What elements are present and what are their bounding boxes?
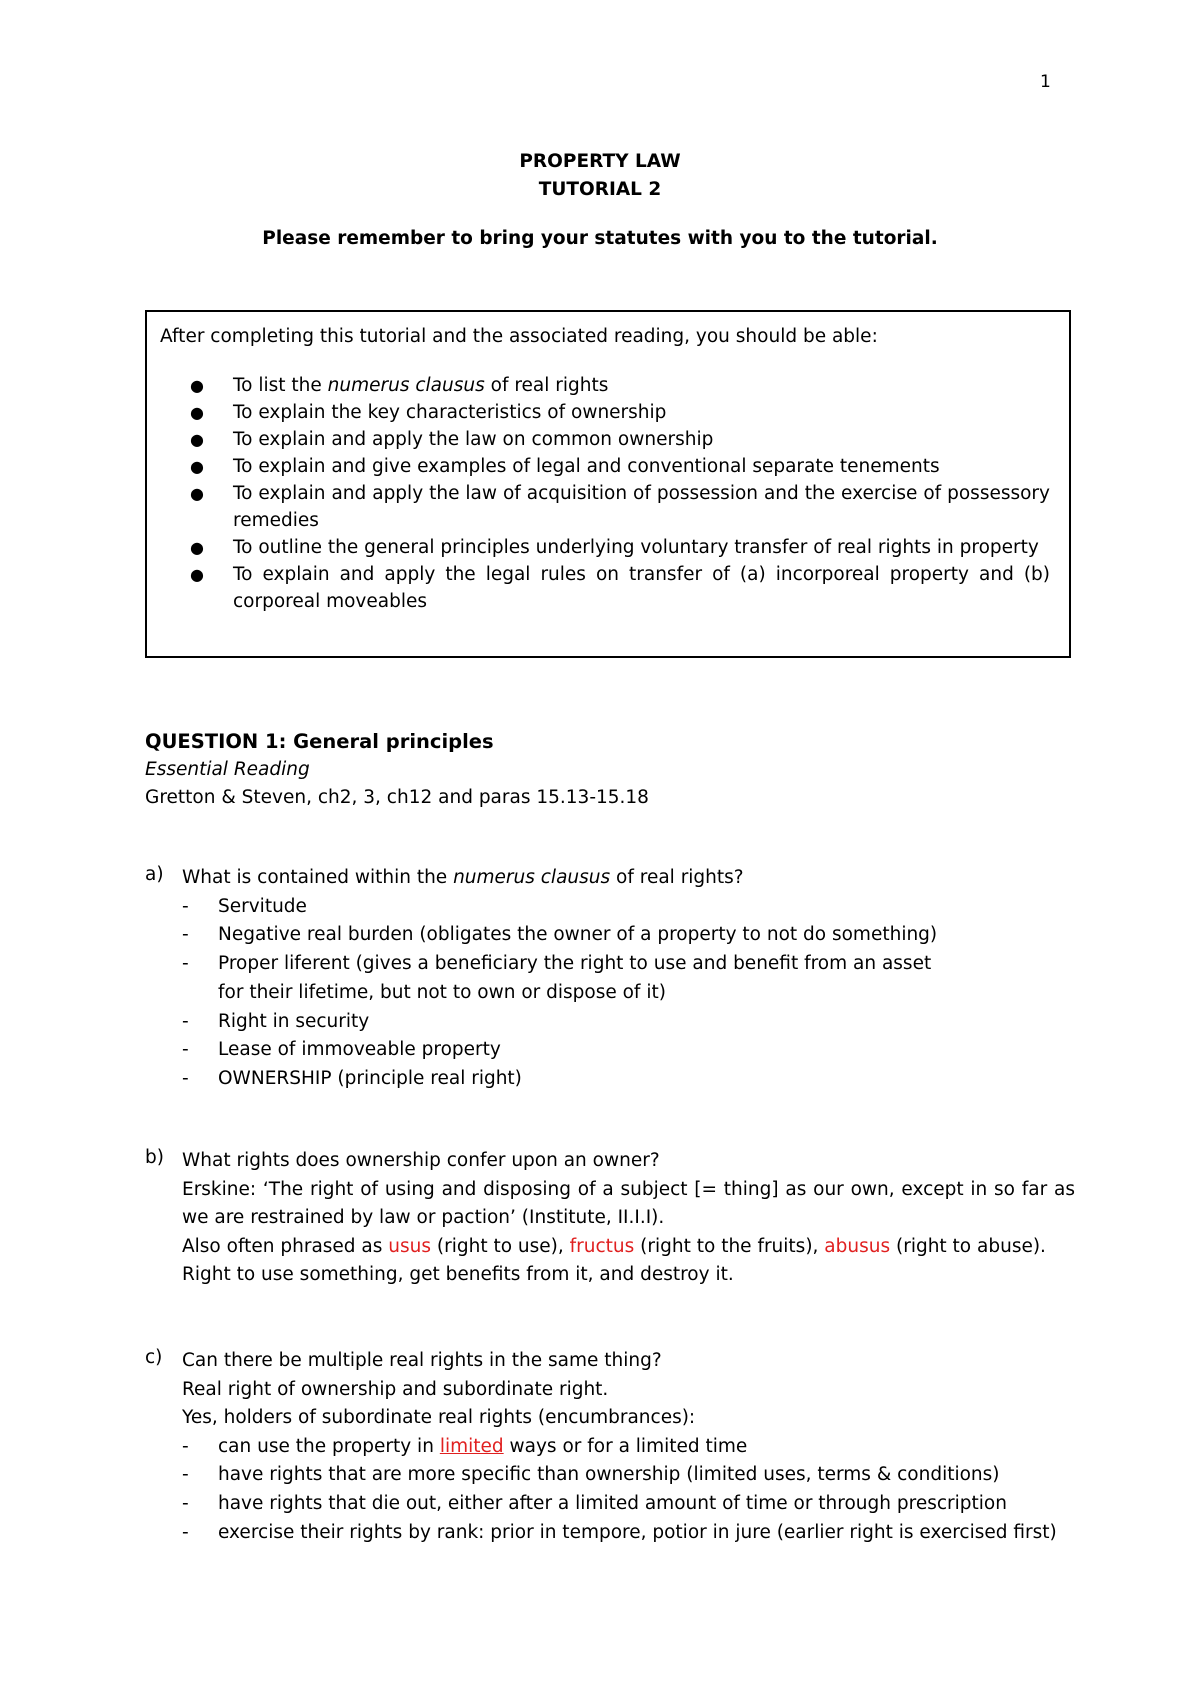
bullet-icon: ● — [190, 457, 204, 476]
part-question: What is contained within the numerus clausus of real rights? — [182, 867, 744, 888]
answer-item: - Right in security — [182, 1010, 370, 1032]
answer-list — [182, 1433, 1075, 1548]
part-body — [182, 1347, 1075, 1548]
objective-item: ● To explain and apply the legal rules on transfer of (a) incorporeal property and (b) corporeal moveables — [160, 561, 1050, 615]
answer-item: - can use the property in limited ways or for a limited time — [182, 1435, 748, 1457]
bullet-icon: ● — [190, 538, 204, 557]
statutes-reminder: Please remember to bring your statutes with you to the tutorial. — [262, 228, 938, 249]
objective-item: ● To outline the general principles underlying voluntary transfer of real rights in property — [160, 534, 1050, 561]
answer-item: - OWNERSHIP (principle real right) — [182, 1068, 522, 1090]
answer-item: - Proper liferent (gives a beneficiary the right to use and benefit from an asset for their lifetime, but not to own or dispose of it) — [182, 953, 932, 1003]
answer-item: - exercise their rights by rank: prior in tempore, potior in jure (earlier right is exercised first) — [182, 1521, 1057, 1543]
answer-line: Real right of ownership and subordinate right. — [182, 1378, 609, 1400]
answer-item: - have rights that are more specific than ownership (limited uses, terms & conditions) — [182, 1464, 1000, 1486]
limited-term: limited — [439, 1435, 504, 1457]
part-question: Can there be multiple real rights in the same thing? — [182, 1350, 662, 1371]
erskine-quote: Erskine: ‘The right of using and disposing of a subject [= thing] as our own, except in so far as we are restrained by law or paction’ (Institute, II.I.I). — [182, 1178, 1075, 1228]
rights-phrasing: Also often phrased as usus (right to use), fructus (right to the fruits), abusus (right to abuse). — [182, 1235, 1046, 1257]
objective-item: ● To explain and give examples of legal and conventional separate tenements — [160, 453, 1050, 480]
objective-item: ● To list the numerus clausus of real rights — [160, 372, 1050, 399]
document-title: PROPERTY LAW — [519, 151, 681, 172]
page-number: 1 — [1040, 72, 1051, 92]
answer-item: - have rights that die out, either after a limited amount of time or through prescription — [182, 1493, 1007, 1515]
rights-summary: Right to use something, get benefits from it, and destroy it. — [182, 1264, 734, 1285]
document-subtitle: TUTORIAL 2 — [538, 179, 662, 200]
answer-item: - Servitude — [182, 895, 307, 917]
objective-item: ● To explain and apply the law of acquisition of possession and the exercise of possessory remedies — [160, 480, 1050, 534]
bullet-icon: ● — [190, 430, 204, 449]
bullet-icon: ● — [190, 484, 204, 503]
reading-reference: Gretton & Steven, ch2, 3, ch12 and paras 15.13-15.18 — [145, 787, 649, 808]
answer-list — [182, 893, 1075, 1095]
objectives-list — [160, 372, 1050, 615]
fructus-term: fructus — [569, 1235, 635, 1257]
document-header — [0, 148, 1200, 204]
learning-objectives-box — [145, 310, 1071, 658]
answer-item: - Negative real burden (obligates the owner of a property to not do something) — [182, 924, 938, 946]
bullet-icon: ● — [190, 403, 204, 422]
objectives-intro: After completing this tutorial and the associated reading, you should be able: — [160, 326, 878, 347]
bullet-icon: ● — [190, 376, 204, 395]
part-label: a) — [145, 864, 164, 885]
question-1-heading — [145, 728, 1075, 812]
bullet-icon: ● — [190, 565, 204, 584]
part-body — [182, 864, 1075, 1094]
part-label: c) — [145, 1347, 163, 1368]
answer-item: - Lease of immoveable property — [182, 1039, 501, 1061]
part-question: What rights does ownership confer upon an owner? — [182, 1150, 660, 1171]
question-title: QUESTION 1: General principles — [145, 730, 494, 753]
usus-term: usus — [388, 1235, 432, 1257]
part-body — [182, 1147, 1075, 1290]
answer-line: Yes, holders of subordinate real rights (encumbrances): — [182, 1407, 696, 1428]
objective-item: ● To explain the key characteristics of ownership — [160, 399, 1050, 426]
objective-item: ● To explain and apply the law on common ownership — [160, 426, 1050, 453]
abusus-term: abusus — [824, 1235, 891, 1257]
reading-label: Essential Reading — [145, 759, 310, 780]
part-label: b) — [145, 1147, 164, 1168]
